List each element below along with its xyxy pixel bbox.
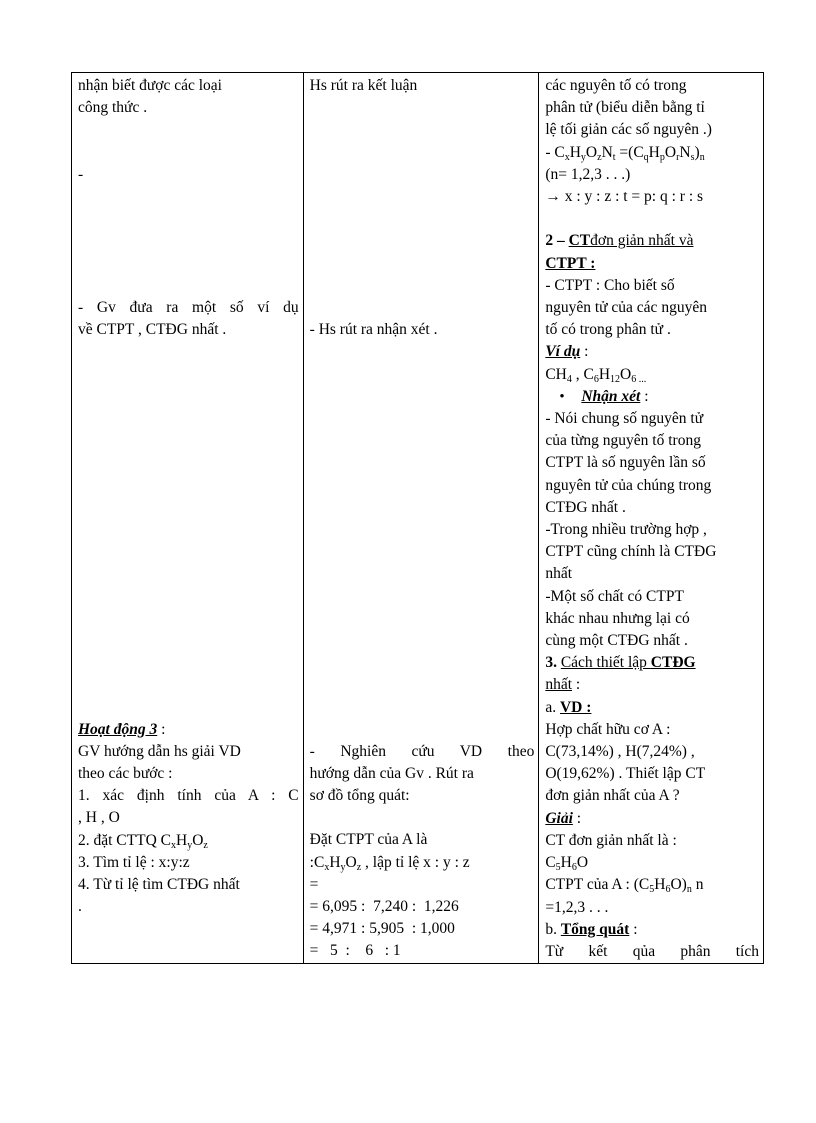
formula-line: CTPT của A : $(C_5H_6O)_n$ n [545, 876, 704, 896]
text-line: → x : y : z : t = p: q : r : s [545, 188, 704, 206]
text-line: 1. xác định tính của A : C [78, 787, 299, 805]
text-line: Đặt CTPT của A là [309, 831, 428, 849]
text-line: lệ tối giản các số nguyên .) [545, 121, 712, 139]
text-line: các nguyên tố có trong [545, 77, 687, 94]
section-3-heading: nhất : [545, 676, 581, 694]
text-line: tố có trong phân tử . [545, 321, 671, 339]
text-line: 3. Tìm tỉ lệ : x:y:z [78, 853, 190, 871]
text-line: - Gv đưa ra một số ví dụ [78, 298, 299, 316]
subsection-b-heading: b. Tổng quát : [545, 920, 638, 938]
section-2-heading: 2 – CTđơn giản nhất và [545, 232, 694, 250]
formula-line: $C_5H_6O$ [545, 854, 589, 874]
formula-line: $CH_4$ , $C_6H_{12}O_6$ $_{...}$ [545, 365, 647, 385]
text-line: C(73,14%) , H(7,24%) , [545, 743, 695, 761]
text-line: cùng một CTĐG nhất . [545, 632, 688, 650]
text-line: hướng dẫn của Gv . Rút ra [309, 764, 474, 782]
text-line: Hợp chất hữu cơ A : [545, 720, 671, 738]
text-line: O(19,62%) . Thiết lập CT [545, 765, 706, 783]
section-3-heading: 3. Cách thiết lập CTĐG [545, 654, 696, 672]
text-line: -Một số chất có CTPT [545, 587, 684, 605]
text-line: Từ kết qủa phân tích [545, 942, 759, 960]
text-line: - Nghiên cứu VD theo [309, 742, 535, 760]
text-line: - Hs rút ra nhận xét . [309, 321, 438, 339]
lesson-plan-table [71, 72, 764, 964]
example-label: Ví dụ : [545, 343, 589, 361]
text-line: công thức . [78, 99, 148, 117]
teacher-activity-cell [72, 73, 304, 964]
text-line: nguyên tử của các nguyên [545, 299, 707, 317]
text-line: nguyên tử của chúng trong [545, 476, 712, 494]
text-line: sơ đồ tổng quát: [309, 787, 410, 805]
text-line: CTĐG nhất . [545, 498, 626, 516]
text-line: CTPT cũng chính là CTĐG [545, 543, 717, 561]
text-line: - [78, 165, 84, 183]
text-line: về CTPT , CTĐG nhất . [78, 321, 227, 339]
table-row [72, 73, 764, 964]
text-line: GV hướng dẫn hs giải VD [78, 742, 241, 760]
text-line: của từng nguyên tố trong [545, 432, 701, 450]
text-line: -Trong nhiều trường hợp , [545, 521, 707, 539]
text-line: nhất [545, 565, 573, 583]
text-line: đơn giản nhất của A ? [545, 787, 680, 805]
text-line: 4. Từ tỉ lệ tìm CTĐG nhất [78, 875, 240, 893]
activity-3-heading: Hoạt động 3 : [78, 720, 166, 738]
solution-label: Giải : [545, 809, 582, 827]
content-cell [539, 73, 764, 964]
section-2-heading: CTPT : [545, 254, 596, 272]
text-line: $:C_xH_yO_z$ , lập tỉ lệ x : y : z [309, 853, 470, 873]
text-line: CTPT là số nguyên lần số [545, 454, 706, 472]
text-line: =1,2,3 . . . [545, 898, 609, 916]
text-line: CT đơn giản nhất là : [545, 831, 677, 849]
text-line: Hs rút ra kết luận [309, 77, 418, 94]
text-line: . [78, 898, 82, 916]
remark-bullet: • Nhận xét : [545, 386, 759, 408]
ratio-line: = 6,095 : 7,240 : 1,226 [309, 898, 459, 916]
text-line: - CTPT : Cho biết số [545, 276, 675, 294]
formula-line: - $C_xH_yO_zN_t =(C_qH_pO_rN_s)_n$ [545, 143, 705, 163]
text-line: = [309, 875, 319, 893]
subsection-a-heading: a. VD : [545, 698, 592, 716]
student-activity-cell [303, 73, 539, 964]
text-line: khác nhau nhưng lại có [545, 609, 690, 627]
text-line: theo các bước : [78, 764, 173, 782]
text-line: (n= 1,2,3 . . .) [545, 165, 631, 183]
text-line: - Nói chung số nguyên tử [545, 410, 704, 428]
ratio-line: = 5 : 6 : 1 [309, 942, 401, 960]
text-line: nhận biết được các loại [78, 77, 222, 94]
ratio-line: = 4,971 : 5,905 : 1,000 [309, 920, 455, 938]
text-line: phân tử (biểu diễn bằng tỉ [545, 99, 705, 117]
text-line: 2. đặt CTTQ $C_xH_yO_z$ [78, 831, 208, 851]
text-line: , H , O [78, 809, 120, 827]
